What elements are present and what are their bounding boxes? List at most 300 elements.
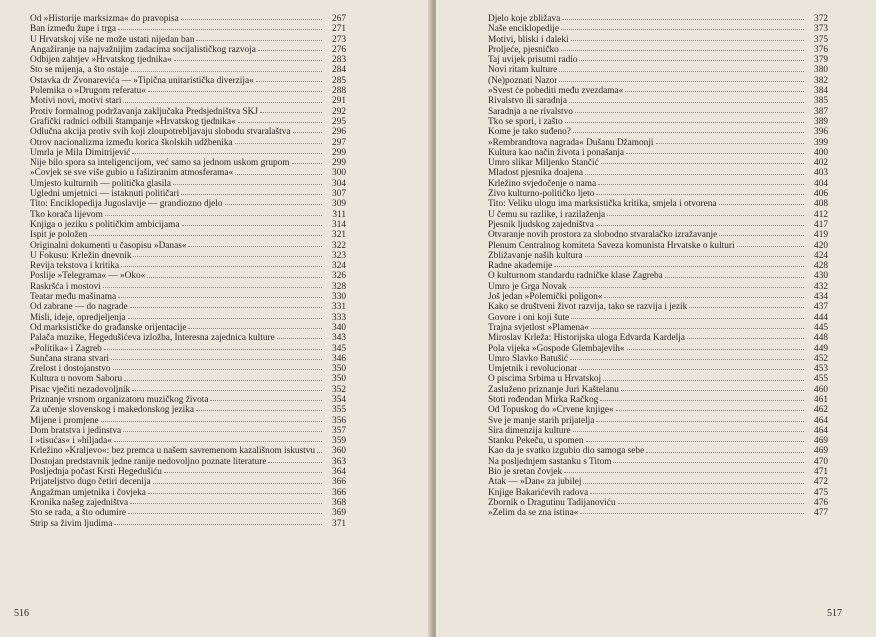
dot-leader (626, 152, 804, 154)
toc-entry-title: Stanku Pekeču, u spomen (488, 436, 584, 447)
toc-entry-page: 355 (332, 405, 346, 416)
toc-entry (30, 519, 346, 529)
toc-list-left (30, 14, 346, 529)
toc-entry (30, 35, 346, 45)
dot-leader (114, 440, 322, 442)
toc-entry-title: »Čovjek se sve više gubio u fašiziranim atmosferama« (30, 168, 234, 179)
toc-entry-title: Krležino svjedočenje o nama (488, 178, 597, 189)
toc-entry-page: 460 (814, 384, 828, 395)
dot-leader (181, 193, 322, 195)
dot-leader (719, 234, 804, 236)
toc-entry-page: 299 (332, 147, 346, 158)
toc-entry (30, 333, 346, 343)
toc-entry-title: »Želim da se zna istina« (488, 508, 579, 519)
toc-entry (30, 477, 346, 487)
toc-entry-title: Posljednja počast Krsti Hegedušiću (30, 467, 162, 478)
toc-entry (488, 292, 828, 302)
dot-leader (196, 409, 322, 411)
toc-entry-title: Stoti rođendan Mirka Račkog (488, 394, 599, 405)
dot-leader (575, 111, 804, 113)
toc-entry-page: 408 (814, 199, 828, 210)
toc-entry (30, 76, 346, 86)
toc-entry-title: Kultura kao način života i ponašanja (488, 147, 625, 158)
toc-entry (488, 261, 828, 271)
toc-entry (30, 354, 346, 364)
dot-leader (210, 399, 322, 401)
toc-entry-page: 389 (814, 116, 828, 127)
toc-entry (488, 405, 828, 415)
toc-entry-title: Od zabrane — do nagrade (30, 302, 128, 313)
dot-leader (130, 502, 322, 504)
toc-entry (30, 251, 346, 261)
toc-entry-title: Priznanje vrsnom organizatoru muzičkog života (30, 394, 209, 405)
toc-entry-page: 345 (332, 343, 346, 354)
toc-entry-title: Polemika o »Drugom referatu« (30, 86, 146, 97)
toc-entry-page: 360 (332, 446, 346, 457)
toc-entry-page: 471 (814, 467, 828, 478)
toc-entry-page: 376 (814, 44, 828, 55)
dot-leader (132, 152, 322, 154)
toc-entry (488, 508, 828, 518)
toc-entry (488, 364, 828, 374)
toc-entry-title: Zasluženo priznanje Juri Kaštelanu (488, 384, 619, 395)
dot-leader (580, 512, 804, 514)
toc-entry-title: Otvaranje novih prostora za slobodno stvaralačko izražavanje (488, 230, 718, 241)
toc-entry-title: Zbližavanje naših kultura (488, 250, 583, 261)
toc-entry-page: 284 (332, 65, 346, 76)
toc-entry (488, 96, 828, 106)
toc-entry (488, 282, 828, 292)
toc-entry-title: Umro slikar Miljenko Stančić (488, 158, 599, 169)
toc-entry-page: 299 (332, 158, 346, 169)
dot-leader (737, 245, 804, 247)
toc-entry-title: Dom bratstva i jedinstva (30, 425, 122, 436)
toc-entry-page: 340 (332, 322, 346, 333)
toc-entry-title: Djelo koje zbližava (488, 14, 561, 24)
toc-entry (30, 302, 346, 312)
dot-leader (105, 214, 322, 216)
toc-entry (488, 65, 828, 75)
toc-entry (30, 426, 346, 436)
dot-leader (561, 28, 804, 30)
toc-entry-page: 461 (814, 394, 828, 405)
toc-entry-title: Mladost pjesnika doajena (488, 168, 584, 179)
toc-entry-title: Zbornik o Dragutinu Tadijanoviću (488, 497, 616, 508)
dot-leader (689, 306, 804, 308)
toc-entry (488, 302, 828, 312)
dot-leader (665, 276, 804, 278)
dot-leader (238, 121, 322, 123)
toc-entry (488, 323, 828, 333)
dot-leader (583, 482, 804, 484)
toc-entry-title: »Politika« i Zagreb (30, 343, 102, 354)
dot-leader (225, 203, 322, 205)
toc-entry-title: Sve je manje starih prijatelja (488, 415, 595, 426)
toc-entry-title: U Fokusu: Krležin dnevnik (30, 250, 132, 261)
toc-entry-page: 449 (814, 343, 828, 354)
toc-entry (488, 436, 828, 446)
dot-leader (585, 173, 804, 175)
toc-entry-title: Odlučna akcija protiv svih koji zloupotrebljavaju slobodu stvaralaštva (30, 127, 291, 138)
dot-leader (128, 317, 322, 319)
toc-entry (30, 292, 346, 302)
toc-entry (30, 138, 346, 148)
toc-entry-title: Atak — »Dan« za jubilej (488, 477, 582, 488)
right-page (436, 0, 876, 637)
toc-entry (30, 467, 346, 477)
toc-entry (30, 457, 346, 467)
toc-entry-title: Strip sa živim ljudima (30, 518, 113, 529)
dot-leader (317, 451, 322, 453)
toc-entry-title: Revija tekstova i kritika (30, 261, 120, 272)
toc-entry-title: Od Topuskog do »Crvene knjige« (488, 405, 614, 416)
dot-leader (600, 399, 804, 401)
toc-entry-title: Od marksističke do građanske orijentacije (30, 322, 187, 333)
toc-entry-title: Na posljednjem sastanku s Titom (488, 456, 612, 467)
toc-entry-title: Ostavka dr Zvonarevića — »Tipična unitaristička diverzija« (30, 75, 254, 86)
toc-entry-page: 307 (332, 189, 346, 200)
toc-entry (488, 467, 828, 477)
toc-entry (488, 498, 828, 508)
toc-entry (488, 127, 828, 137)
dot-leader (103, 286, 322, 288)
toc-entry-title: O kulturnom standardu radničke klase Zagreba (488, 271, 663, 282)
dot-leader (627, 348, 804, 350)
toc-entry (30, 385, 346, 395)
toc-entry-page: 419 (814, 230, 828, 241)
toc-entry (30, 241, 346, 251)
dot-leader (579, 368, 804, 370)
dot-leader (591, 327, 804, 329)
toc-entry-title: Misli, ideje, opredjeljenja (30, 312, 126, 323)
dot-leader (133, 255, 322, 257)
toc-entry-page: 444 (814, 312, 828, 323)
toc-entry-page: 469 (814, 446, 828, 457)
toc-entry-page: 464 (814, 415, 828, 426)
dot-leader (564, 471, 804, 473)
dot-leader (565, 121, 804, 123)
dot-leader (598, 183, 804, 185)
toc-entry-title: Bio je sretan čovjek (488, 467, 563, 478)
toc-entry (30, 117, 346, 127)
dot-leader (569, 286, 804, 288)
toc-entry-page: 311 (332, 209, 346, 220)
toc-entry (30, 364, 346, 374)
dot-leader (174, 59, 322, 61)
dot-leader (625, 90, 804, 92)
toc-entry-title: Zrelost i dostojanstvo (30, 364, 111, 375)
toc-entry (488, 55, 828, 65)
toc-entry (30, 313, 346, 323)
toc-entry (488, 199, 828, 209)
toc-entry-page: 396 (814, 127, 828, 138)
dot-leader (618, 502, 804, 504)
toc-entry (30, 199, 346, 209)
toc-entry-page: 382 (814, 75, 828, 86)
toc-entry-page: 324 (332, 261, 346, 272)
toc-entry (30, 14, 346, 24)
toc-entry-title: Tko se spori, i zašto (488, 116, 563, 127)
toc-entry-title: Kultura u novom Saboru (30, 374, 123, 385)
toc-entry-page: 417 (814, 219, 828, 230)
dot-leader (554, 265, 804, 267)
dot-leader (123, 430, 322, 432)
toc-entry-page: 354 (332, 394, 346, 405)
toc-entry (30, 179, 346, 189)
dot-leader (188, 245, 322, 247)
dot-leader (258, 49, 322, 51)
toc-entry-page: 363 (332, 456, 346, 467)
toc-entry-page: 304 (332, 178, 346, 189)
toc-entry-page: 346 (332, 353, 346, 364)
toc-entry-page: 373 (814, 24, 828, 35)
toc-entry (30, 446, 346, 456)
toc-entry-title: Što se rada, a što odumire (30, 508, 127, 519)
toc-entry (30, 168, 346, 178)
toc-entry (30, 405, 346, 415)
dot-leader (118, 296, 322, 298)
toc-entry (488, 168, 828, 178)
dot-leader (268, 461, 322, 463)
toc-entry-title: Naše enciklopedije (488, 24, 559, 35)
toc-entry (30, 271, 346, 281)
toc-entry (30, 189, 346, 199)
toc-entry-page: 352 (332, 384, 346, 395)
toc-entry (30, 416, 346, 426)
toc-entry-title: Odbijen zahtjev »Hrvatskog tjednika« (30, 55, 172, 66)
toc-entry (30, 45, 346, 55)
dot-leader (181, 18, 322, 20)
toc-entry-page: 403 (814, 168, 828, 179)
toc-entry-page: 453 (814, 364, 828, 375)
toc-entry-title: Teatar među mašinama (30, 292, 117, 303)
toc-entry-page: 369 (332, 508, 346, 519)
toc-entry-title: Šira dimenzija kulture (488, 425, 571, 436)
toc-entry (488, 354, 828, 364)
toc-entry-page: 285 (332, 75, 346, 86)
toc-entry (30, 282, 346, 292)
toc-entry-page: 350 (332, 374, 346, 385)
dot-leader (571, 39, 804, 41)
toc-entry (488, 374, 828, 384)
dot-leader (292, 162, 323, 164)
toc-entry-page: 356 (332, 415, 346, 426)
toc-entry-page: 477 (814, 508, 828, 519)
toc-entry-title: Govore i oni koji šute (488, 312, 570, 323)
toc-entry-page: 343 (332, 333, 346, 344)
toc-entry-page: 331 (332, 302, 346, 313)
dot-leader (113, 368, 322, 370)
toc-entry-page: 387 (814, 106, 828, 117)
toc-entry (488, 477, 828, 487)
dot-leader (561, 49, 804, 51)
toc-entry-title: Motivi novi, motivi stari (30, 96, 122, 107)
toc-entry-title: Protiv formalnog podržavanja zaključaka Predsjedništva SKJ (30, 106, 258, 117)
dot-leader (277, 337, 322, 339)
toc-entry (30, 127, 346, 137)
toc-entry (488, 148, 828, 158)
toc-entry-page: 379 (814, 55, 828, 66)
toc-entry (488, 107, 828, 117)
dot-leader (571, 317, 804, 319)
dot-leader (196, 39, 322, 41)
dot-leader (131, 70, 322, 72)
toc-entry-page: 476 (814, 497, 828, 508)
toc-entry-title: Knjige Bakarićevih radova (488, 487, 589, 498)
toc-entry (488, 210, 828, 220)
page-number-right: 517 (827, 608, 842, 619)
toc-entry-title: Pjesnik ljudskog zajedništva (488, 219, 594, 230)
toc-entry-title: Mijene i promjene (30, 415, 99, 426)
toc-entry (488, 344, 828, 354)
toc-entry-title: Još jedan »Polemički poligon« (488, 292, 603, 303)
toc-entry (30, 107, 346, 117)
toc-entry-title: Ispit je položen (30, 230, 88, 241)
toc-entry-title: Nije bilo spora sa inteligencijom, već samo sa jednom uskom grupom (30, 158, 290, 169)
dot-leader (235, 173, 322, 175)
toc-entry (30, 86, 346, 96)
toc-entry-title: Novi ritam kulture (488, 65, 558, 76)
dot-leader (562, 18, 804, 20)
toc-entry-title: U Hrvatskoj više ne može ustati nijedan ban (30, 34, 195, 45)
toc-entry-page: 330 (332, 292, 346, 303)
toc-entry (30, 344, 346, 354)
dot-leader (569, 101, 804, 103)
dot-leader (235, 142, 322, 144)
toc-entry (488, 488, 828, 498)
toc-entry-title: Tko korača lijevom (30, 209, 103, 220)
toc-entry (488, 179, 828, 189)
toc-entry (30, 96, 346, 106)
dot-leader (130, 306, 322, 308)
toc-entry-page: 297 (332, 137, 346, 148)
toc-entry (488, 117, 828, 127)
toc-entry-page: 267 (332, 14, 346, 24)
toc-entry (488, 86, 828, 96)
dot-leader (121, 265, 322, 267)
toc-entry-page: 359 (332, 436, 346, 447)
toc-entry (30, 158, 346, 168)
toc-entry-page: 452 (814, 353, 828, 364)
dot-leader (260, 111, 322, 113)
dot-leader (128, 512, 322, 514)
toc-entry-page: 322 (332, 240, 346, 251)
dot-leader (173, 183, 322, 185)
toc-entry-title: Rivalstvo ili saradnja (488, 96, 568, 107)
toc-entry-title: Plenum Centralnog komiteta Saveza komunista Hrvatske o kulturi (488, 240, 735, 251)
toc-entry-title: Tito: Veliku ulogu ima marksistička kritika, smjela i otvorena (488, 199, 717, 210)
toc-entry-page: 470 (814, 456, 828, 467)
dot-leader (613, 461, 804, 463)
toc-entry-title: Angažiranje na najvažnijim zadacima socijalističkog razvoja (30, 44, 256, 55)
toc-entry-title: Proljeće, pjesničko (488, 44, 559, 55)
toc-entry-page: 375 (814, 34, 828, 45)
toc-entry-page: 326 (332, 271, 346, 282)
toc-entry-title: Tito: Enciklopedija Jugoslavije — grandiozno djelo (30, 199, 223, 210)
dot-leader (164, 471, 322, 473)
toc-entry (488, 241, 828, 251)
toc-entry-page: 432 (814, 281, 828, 292)
dot-leader (596, 224, 804, 226)
toc-entry (488, 446, 828, 456)
toc-entry (488, 35, 828, 45)
toc-entry-title: (Ne)poznati Nazor (488, 75, 558, 86)
toc-entry-title: Motivi, bliski i daleki (488, 34, 569, 45)
toc-entry (30, 65, 346, 75)
toc-entry-page: 328 (332, 281, 346, 292)
toc-entry-title: Radne akademije (488, 261, 553, 272)
toc-entry-page: 350 (332, 364, 346, 375)
left-page (0, 0, 432, 637)
dot-leader (573, 430, 804, 432)
toc-entry (488, 230, 828, 240)
toc-entry-page: 366 (332, 477, 346, 488)
toc-entry (488, 76, 828, 86)
dot-leader (586, 440, 804, 442)
toc-entry (488, 271, 828, 281)
toc-entry-title: Raskršća i mostovi (30, 281, 101, 292)
toc-entry (488, 14, 828, 24)
toc-entry-title: Knjiga o jeziku s političkim ambicijama (30, 219, 180, 230)
toc-entry (30, 261, 346, 271)
toc-entry (30, 508, 346, 518)
dot-leader (590, 492, 804, 494)
toc-entry-title: Pisac vječiti nezadovoljnik (30, 384, 131, 395)
toc-entry-title: Umro Slavko Batušić (488, 353, 569, 364)
toc-entry-title: Taj uvijek prisutni radio (488, 55, 578, 66)
dot-leader (188, 327, 322, 329)
dot-leader (104, 348, 322, 350)
toc-entry-page: 384 (814, 86, 828, 97)
toc-entry-page: 309 (332, 199, 346, 210)
toc-entry-title: Ugledni umjetnici — istaknuti političari (30, 189, 180, 200)
toc-entry-page: 364 (332, 467, 346, 478)
dot-leader (559, 70, 804, 72)
toc-entry-page: 448 (814, 333, 828, 344)
dot-leader (182, 224, 323, 226)
dot-leader (570, 358, 804, 360)
dot-leader (148, 90, 322, 92)
toc-entry-title: Za učenje slovenskog i makedonskog jezika (30, 405, 194, 416)
toc-entry-page: 333 (332, 312, 346, 323)
dot-leader (607, 214, 804, 216)
dot-leader (256, 80, 322, 82)
toc-entry (488, 24, 828, 34)
toc-entry (30, 230, 346, 240)
dot-leader (153, 482, 322, 484)
dot-leader (646, 451, 804, 453)
toc-entry-title: Kako se društveni život razvija, tako se razvija i jezik (488, 302, 688, 313)
toc-entry-page: 412 (814, 209, 828, 220)
toc-entry (488, 426, 828, 436)
toc-entry-title: Živo kulturno-političko ljeto (488, 189, 595, 200)
toc-entry-page: 475 (814, 487, 828, 498)
toc-entry-title: »Svest će pobediti među zvezdama« (488, 86, 624, 97)
toc-list-right (488, 14, 828, 519)
dot-leader (604, 296, 804, 298)
toc-entry (488, 251, 828, 261)
toc-entry-page: 385 (814, 96, 828, 107)
toc-entry-page: 357 (332, 425, 346, 436)
toc-entry-title: Kronika našeg zajedništva (30, 497, 129, 508)
toc-entry-page: 402 (814, 158, 828, 169)
toc-entry-title: Palača muzike, Hegedušićeva izložba, Interesna zajednica kulture (30, 333, 275, 344)
dot-leader (621, 389, 804, 391)
dot-leader (596, 420, 804, 422)
toc-entry-title: Kome je tako suđeno? (488, 127, 571, 138)
dot-leader (656, 142, 805, 144)
toc-entry-title: »Rembrandtova nagrada« Dušanu Džamonji (488, 137, 654, 148)
